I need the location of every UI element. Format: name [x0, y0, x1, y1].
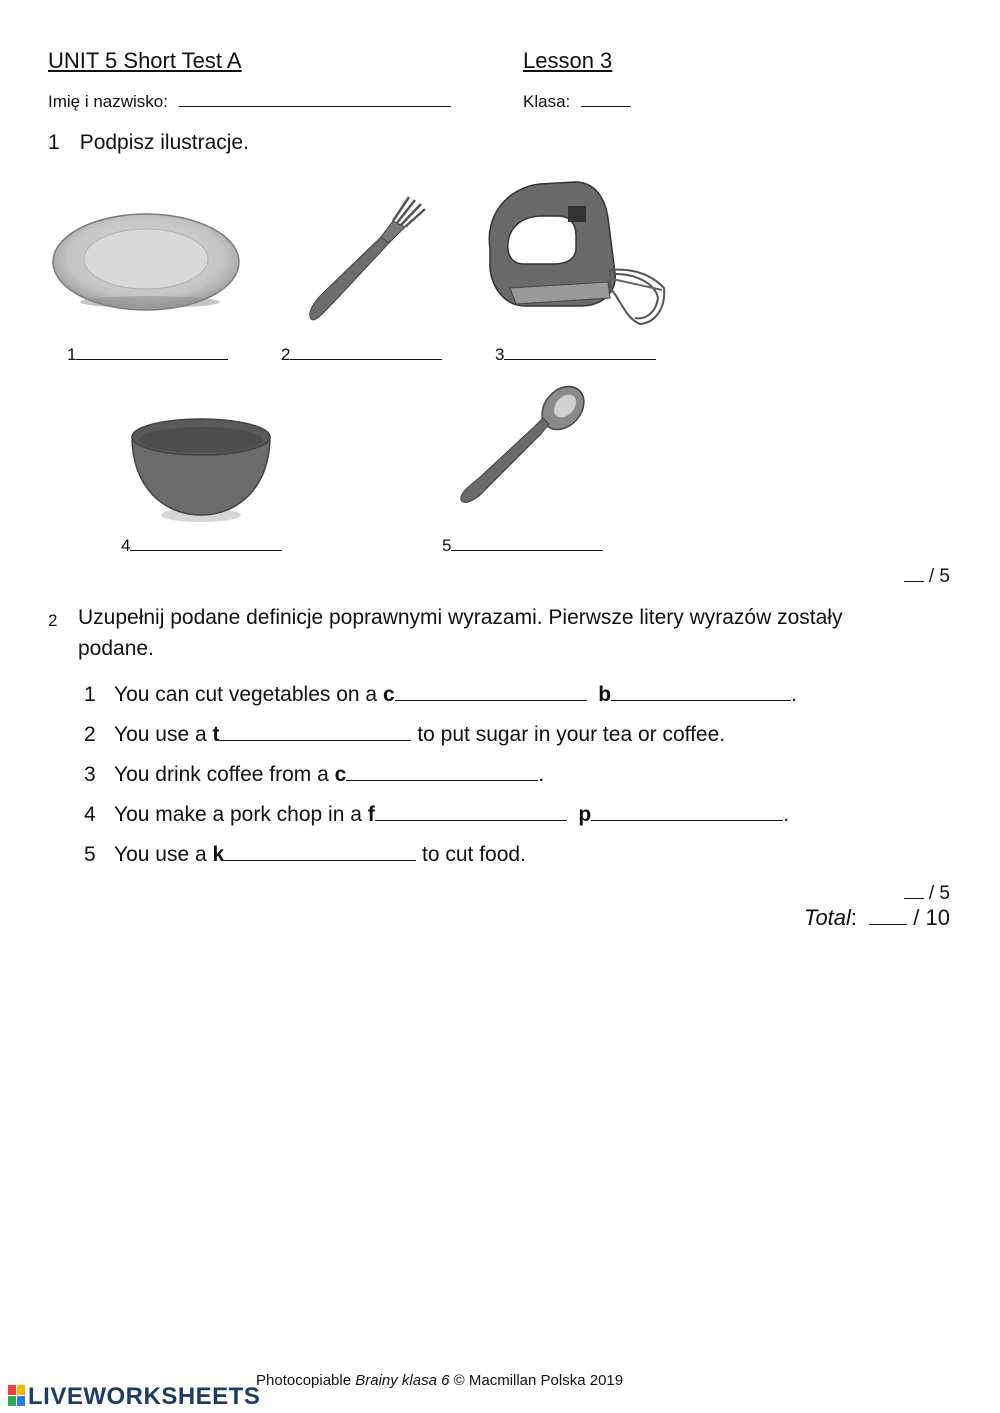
label-5: [442, 536, 603, 556]
sentence-2-text: You use a: [114, 723, 213, 746]
sentence-4-text: You make a pork chop in a: [114, 803, 368, 826]
copyright-footer: [256, 1372, 623, 1389]
sentence-5: [84, 843, 526, 867]
sentence-4-number: 4: [84, 803, 96, 826]
task1-score: [904, 566, 950, 588]
total-blank[interactable]: [869, 923, 907, 925]
sentence-4-blank-1[interactable]: [375, 819, 567, 821]
total-label: Total: [804, 905, 851, 930]
total-value: / 10: [913, 905, 950, 930]
answer-blank-4[interactable]: [130, 549, 282, 551]
sentence-5-text: You use a: [114, 843, 213, 866]
sentence-3-text: You drink coffee from a: [114, 763, 335, 786]
liveworksheets-logo[interactable]: [8, 1383, 260, 1411]
sentence-5-number: 5: [84, 843, 96, 866]
task2-score-value: / 5: [928, 883, 950, 904]
hand-mixer-icon: [480, 178, 672, 330]
label-5-number: 5: [442, 536, 452, 555]
answer-blank-3[interactable]: [504, 358, 656, 360]
sentence-1-letter-1: c: [382, 683, 395, 706]
sentence-5-blank-1[interactable]: [224, 859, 416, 861]
task2-number: 2: [48, 611, 58, 630]
sentence-2-letter-1: t: [212, 723, 220, 746]
sentence-1: [84, 683, 797, 707]
sentence-2-blank-1[interactable]: [219, 739, 411, 741]
name-blank[interactable]: [179, 105, 451, 107]
task1-score-blank[interactable]: [904, 580, 924, 582]
label-4: [121, 536, 282, 556]
task2-score-blank[interactable]: [904, 897, 924, 899]
name-field: [48, 92, 451, 112]
sentence-1-text: You can cut vegetables on a: [114, 683, 383, 706]
label-1-number: 1: [67, 345, 77, 364]
liveworksheets-logo-icon: [8, 1385, 26, 1407]
task2-score: [904, 883, 950, 905]
spoon-icon: [455, 382, 595, 512]
sentence-2: [84, 723, 725, 747]
sentence-2-post: to put sugar in your tea or coffee.: [411, 723, 726, 746]
task1-instruction: Podpisz ilustracje.: [79, 131, 249, 154]
sentence-4-letter-2: p: [578, 803, 592, 826]
label-2: [281, 345, 442, 365]
class-field: [523, 92, 631, 112]
bowl-icon: [128, 415, 274, 523]
sentence-5-post: to cut food.: [416, 843, 526, 866]
sentence-3-blank-1[interactable]: [346, 779, 538, 781]
footer-book: Brainy klasa 6: [355, 1372, 450, 1389]
sentence-5-letter-1: k: [212, 843, 225, 866]
total-score: [804, 905, 950, 931]
answer-blank-1[interactable]: [76, 358, 228, 360]
task1-number: 1: [48, 131, 60, 154]
fork-icon: [293, 185, 433, 330]
class-label: Klasa:: [523, 92, 571, 111]
total-colon: :: [850, 905, 858, 930]
sentence-1-blank-1[interactable]: [395, 699, 587, 701]
sentence-2-number: 2: [84, 723, 96, 746]
footer-suffix: © Macmillan Polska 2019: [449, 1372, 624, 1389]
lesson-label: Lesson 3: [523, 48, 613, 73]
sentence-3-number: 3: [84, 763, 96, 786]
sentence-4-end: .: [783, 803, 790, 826]
class-blank[interactable]: [581, 105, 631, 107]
sentence-4-letter-1: f: [367, 803, 375, 826]
sentence-4: [84, 803, 789, 827]
task2-instruction-2: podane.: [78, 637, 154, 660]
label-3: [495, 345, 656, 365]
footer-prefix: Photocopiable: [256, 1372, 356, 1389]
name-label: Imię i nazwisko:: [48, 92, 168, 111]
sentence-1-number: 1: [84, 683, 96, 706]
label-3-number: 3: [495, 345, 505, 364]
plate-icon: [50, 205, 242, 317]
task2-instruction-1: Uzupełnij podane definicje poprawnymi wyrazami. Pierwsze litery wyrazów zostały: [78, 606, 843, 629]
sentence-3: [84, 763, 544, 787]
sentence-4-blank-2[interactable]: [591, 819, 783, 821]
label-4-number: 4: [121, 536, 131, 555]
answer-blank-2[interactable]: [290, 358, 442, 360]
answer-blank-5[interactable]: [451, 549, 603, 551]
sentence-3-end: .: [538, 763, 545, 786]
label-1: [67, 345, 228, 365]
test-title: UNIT 5 Short Test A: [48, 48, 242, 73]
sentence-3-letter-1: c: [334, 763, 347, 786]
task1-score-value: / 5: [928, 566, 950, 587]
sentence-1-end: .: [791, 683, 797, 706]
sentence-1-letter-2: b: [598, 683, 612, 706]
sentence-1-blank-2[interactable]: [611, 699, 791, 701]
task1-heading: [48, 131, 249, 155]
label-2-number: 2: [281, 345, 291, 364]
brand-text: LIVEWORKSHEETS: [28, 1383, 261, 1410]
